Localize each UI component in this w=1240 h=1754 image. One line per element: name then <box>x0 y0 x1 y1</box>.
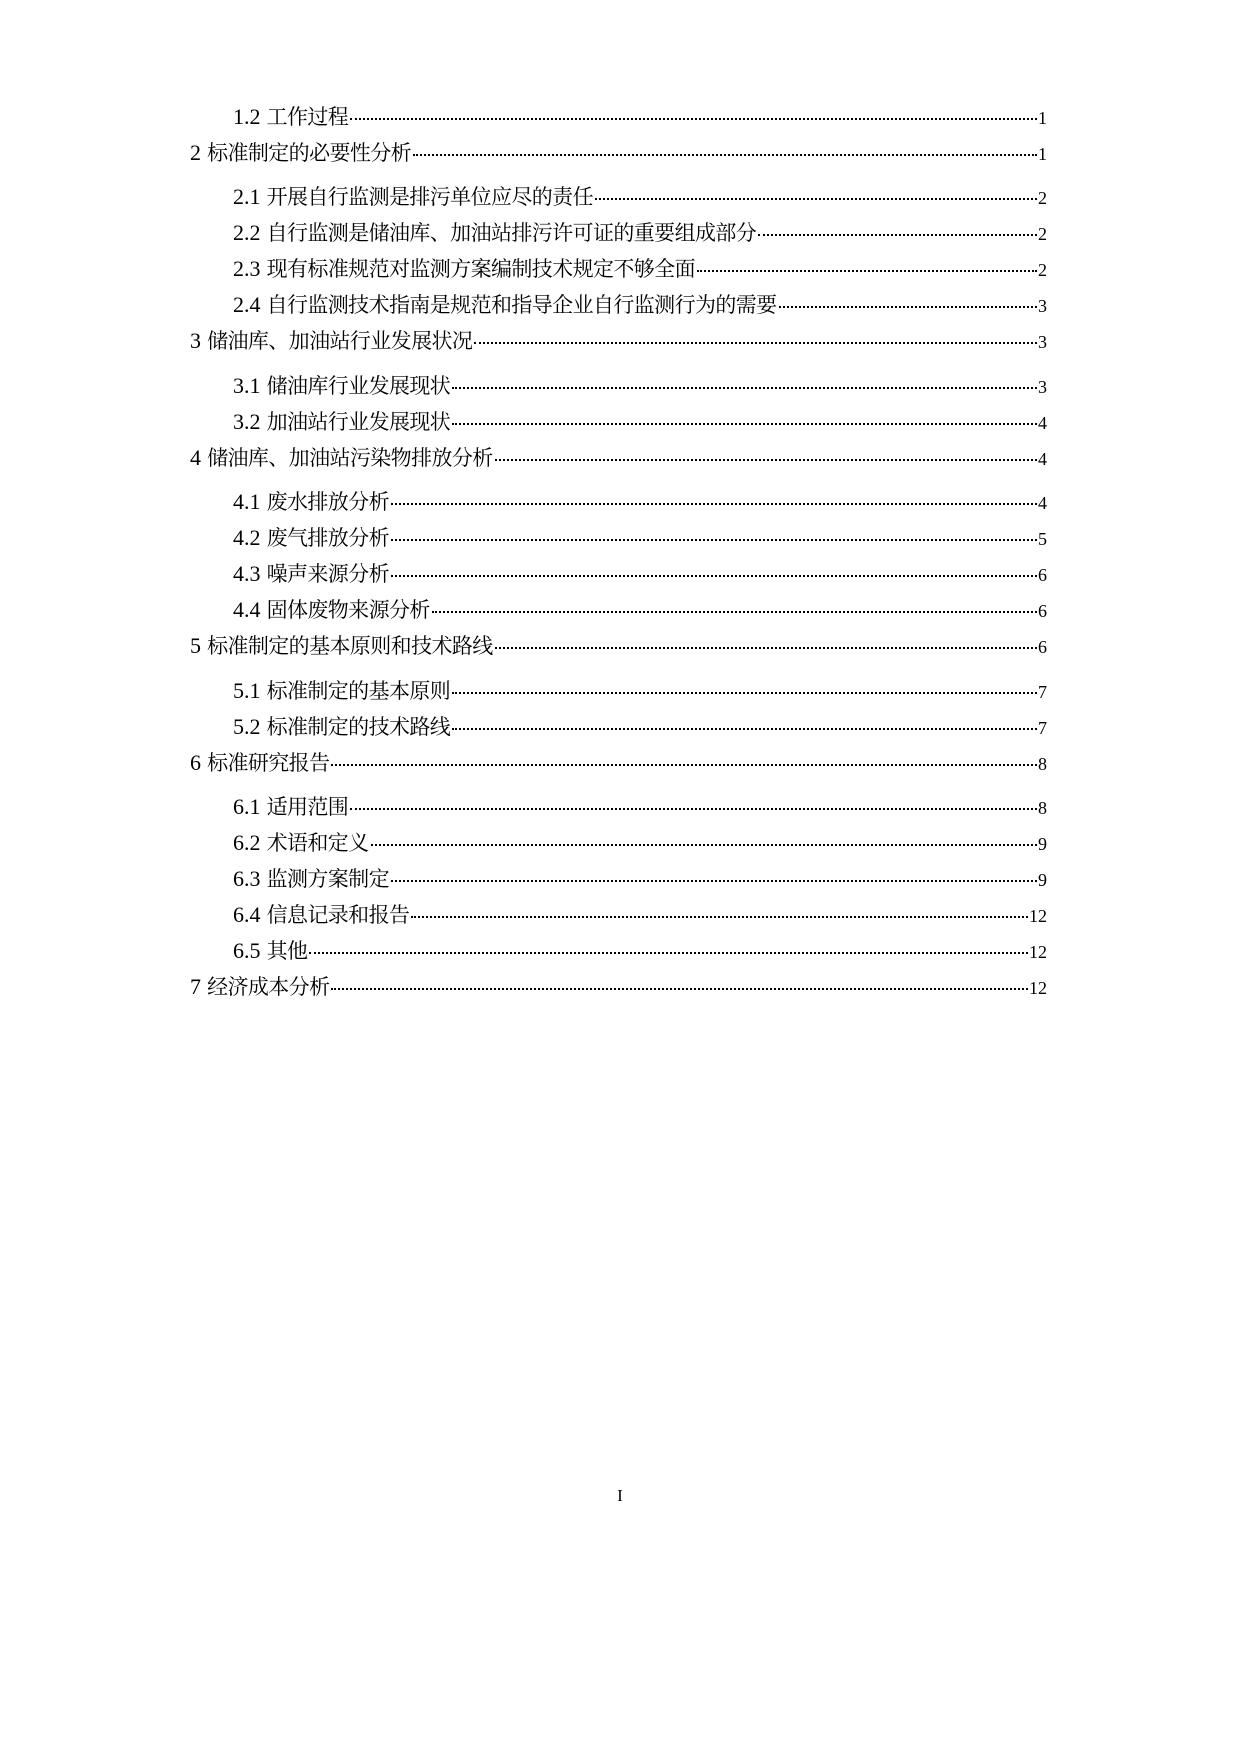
toc-entry-number: 5.2 <box>233 714 261 739</box>
toc-entry-number: 3 <box>190 328 201 353</box>
toc-entry-number: 3.2 <box>233 409 261 434</box>
toc-entry-number: 5.1 <box>233 678 261 703</box>
toc-entry-label: 储油库行业发展现状 <box>266 374 451 398</box>
toc-entry-number: 2.4 <box>233 292 261 317</box>
toc-entry-title <box>233 675 450 705</box>
toc-dot-leader <box>495 459 1037 461</box>
toc-entry-number: 4.1 <box>233 489 261 514</box>
toc-entry-title <box>233 522 389 552</box>
toc-entry-title <box>233 181 593 211</box>
toc-page-number: 2 <box>1038 260 1047 280</box>
toc-entry-title <box>233 899 409 929</box>
toc-entry-label: 废水排放分析 <box>266 490 389 514</box>
toc-page-number: 3 <box>1038 377 1047 397</box>
toc-entry-6-4[interactable] <box>233 899 1047 929</box>
toc-entry-label: 经济成本分析 <box>207 975 330 999</box>
toc-entry-label: 工作过程 <box>266 105 349 129</box>
toc-page-number: 9 <box>1038 870 1047 890</box>
toc-entry-4-2[interactable] <box>233 522 1047 552</box>
toc-dot-leader <box>474 342 1037 344</box>
toc-entry-label: 加油站行业发展现状 <box>266 410 451 434</box>
toc-entry-title <box>233 558 389 588</box>
toc-page-number: 4 <box>1038 493 1047 513</box>
toc-entry-number: 6.2 <box>233 830 261 855</box>
toc-entry-6-1[interactable] <box>233 791 1047 821</box>
toc-entry-6[interactable] <box>190 747 1047 777</box>
toc-entry-4-4[interactable] <box>233 594 1047 624</box>
toc-page-number: 2 <box>1038 188 1047 208</box>
toc-dot-leader <box>697 270 1037 272</box>
toc-entry-number: 6.5 <box>233 938 261 963</box>
toc-entry-number: 6.3 <box>233 866 261 891</box>
toc-dot-leader <box>391 503 1037 505</box>
toc-entry-6-3[interactable] <box>233 863 1047 893</box>
toc-dot-leader <box>391 539 1037 541</box>
toc-entry-number: 2.2 <box>233 220 261 245</box>
footer-page-number: I <box>617 1486 623 1505</box>
toc-entry-label: 信息记录和报告 <box>266 903 410 927</box>
toc-dot-leader <box>452 387 1037 389</box>
toc-page-number: 12 <box>1029 978 1047 998</box>
toc-entry-1-2[interactable] <box>233 101 1047 131</box>
toc-dot-leader <box>411 916 1028 918</box>
toc-entry-label: 其他 <box>266 939 308 963</box>
toc-entry-number: 3.1 <box>233 373 261 398</box>
toc-entry-title <box>233 101 348 131</box>
toc-page-number: 9 <box>1038 834 1047 854</box>
toc-entry-label: 标准制定的基本原则 <box>266 679 451 703</box>
toc-page-number: 6 <box>1038 565 1047 585</box>
toc-page-number: 8 <box>1038 798 1047 818</box>
toc-entry-label: 开展自行监测是排污单位应尽的责任 <box>266 185 593 209</box>
toc-dot-leader <box>779 306 1037 308</box>
toc-entry-2-2[interactable] <box>233 217 1047 247</box>
toc-entry-title <box>190 747 329 777</box>
toc-entry-2-4[interactable] <box>233 289 1047 319</box>
toc-entry-title <box>233 406 450 436</box>
toc-entry-5[interactable] <box>190 630 1047 660</box>
toc-dot-leader <box>331 988 1028 990</box>
toc-entry-label: 自行监测是储油库、加油站排污许可证的重要组成部分 <box>266 221 757 245</box>
toc-dot-leader <box>350 118 1037 120</box>
toc-entry-title <box>233 486 389 516</box>
toc-entry-title <box>233 289 777 319</box>
toc-page-number: 1 <box>1038 144 1047 164</box>
toc-dot-leader <box>452 692 1037 694</box>
toc-entry-label: 适用范围 <box>266 795 349 819</box>
toc-entry-number: 6.4 <box>233 902 261 927</box>
toc-entry-label: 储油库、加油站行业发展状况 <box>207 329 473 353</box>
toc-entry-label: 噪声来源分析 <box>266 562 389 586</box>
toc-entry-3-2[interactable] <box>233 406 1047 436</box>
toc-entry-6-2[interactable] <box>233 827 1047 857</box>
toc-entry-label: 废气排放分析 <box>266 526 389 550</box>
toc-entry-title <box>233 863 389 893</box>
toc-entry-title <box>190 325 472 355</box>
toc-entry-7[interactable] <box>190 971 1047 1001</box>
toc-page-number: 1 <box>1038 108 1047 128</box>
toc-page-number: 12 <box>1029 906 1047 926</box>
toc-page-number: 6 <box>1038 637 1047 657</box>
toc-entry-title <box>233 935 307 965</box>
toc-entry-6-5[interactable] <box>233 935 1047 965</box>
toc-dot-leader <box>595 198 1037 200</box>
toc-page-number: 8 <box>1038 754 1047 774</box>
toc-entry-label: 标准研究报告 <box>207 751 330 775</box>
toc-page-number: 3 <box>1038 296 1047 316</box>
toc-page-number: 3 <box>1038 332 1047 352</box>
toc-page-number: 5 <box>1038 529 1047 549</box>
toc-entry-label: 标准制定的技术路线 <box>266 715 451 739</box>
toc-dot-leader <box>758 234 1037 236</box>
toc-entry-number: 4.3 <box>233 561 261 586</box>
toc-entry-label: 监测方案制定 <box>266 867 389 891</box>
toc-entry-title <box>233 791 348 821</box>
page-footer <box>0 1486 1240 1506</box>
toc-entry-number: 4.4 <box>233 597 261 622</box>
toc-dot-leader <box>452 728 1037 730</box>
toc-entry-2[interactable] <box>190 137 1047 167</box>
toc-dot-leader <box>432 611 1037 613</box>
toc-page-number: 7 <box>1038 718 1047 738</box>
toc-entry-label: 固体废物来源分析 <box>266 598 430 622</box>
toc-entry-number: 2.1 <box>233 184 261 209</box>
toc-entry-4-3[interactable] <box>233 558 1047 588</box>
toc-entry-4[interactable] <box>190 442 1047 472</box>
toc-entry-label: 术语和定义 <box>266 831 369 855</box>
toc-page-number: 12 <box>1029 942 1047 962</box>
toc-dot-leader <box>495 647 1037 649</box>
toc-dot-leader <box>452 423 1037 425</box>
toc-entry-number: 2.3 <box>233 256 261 281</box>
toc-entry-2-1[interactable] <box>233 181 1047 211</box>
toc-entry-title <box>233 370 450 400</box>
toc-entry-2-3[interactable] <box>233 253 1047 283</box>
toc-entry-title <box>190 630 493 660</box>
toc-entry-title <box>233 594 430 624</box>
toc-entry-number: 7 <box>190 974 201 999</box>
toc-entry-title <box>190 442 493 472</box>
toc-dot-leader <box>391 575 1037 577</box>
toc-entry-number: 4.2 <box>233 525 261 550</box>
toc-entry-label: 标准制定的必要性分析 <box>207 141 412 165</box>
toc-entry-title <box>233 827 369 857</box>
toc-dot-leader <box>413 154 1037 156</box>
toc-entry-number: 2 <box>190 140 201 165</box>
toc-dot-leader <box>331 764 1037 766</box>
toc-entry-label: 现有标准规范对监测方案编制技术规定不够全面 <box>266 257 695 281</box>
toc-entry-label: 储油库、加油站污染物排放分析 <box>207 446 493 470</box>
toc-page-number: 4 <box>1038 449 1047 469</box>
toc-entry-4-1[interactable] <box>233 486 1047 516</box>
toc-entry-3[interactable] <box>190 325 1047 355</box>
toc-entry-number: 6.1 <box>233 794 261 819</box>
toc-page-number: 2 <box>1038 224 1047 244</box>
toc-entry-title <box>233 711 450 741</box>
toc-dot-leader <box>391 880 1037 882</box>
toc-dot-leader <box>350 808 1037 810</box>
toc-entry-number: 4 <box>190 445 201 470</box>
toc-entry-5-2[interactable] <box>233 711 1047 741</box>
toc-entry-number: 5 <box>190 633 201 658</box>
toc-entry-title <box>190 137 411 167</box>
toc-entry-title <box>233 253 695 283</box>
toc-page-number: 4 <box>1038 413 1047 433</box>
toc-entry-title <box>190 971 329 1001</box>
toc-entry-3-1[interactable] <box>233 370 1047 400</box>
toc-dot-leader <box>309 952 1028 954</box>
toc-page-number: 7 <box>1038 682 1047 702</box>
toc-entry-title <box>233 217 756 247</box>
toc-dot-leader <box>371 844 1037 846</box>
toc-entry-label: 自行监测技术指南是规范和指导企业自行监测行为的需要 <box>266 293 777 317</box>
toc-entry-number: 6 <box>190 750 201 775</box>
toc-entry-5-1[interactable] <box>233 675 1047 705</box>
toc-entry-number: 1.2 <box>233 104 261 129</box>
toc-page-number: 6 <box>1038 601 1047 621</box>
toc-entry-label: 标准制定的基本原则和技术路线 <box>207 634 493 658</box>
